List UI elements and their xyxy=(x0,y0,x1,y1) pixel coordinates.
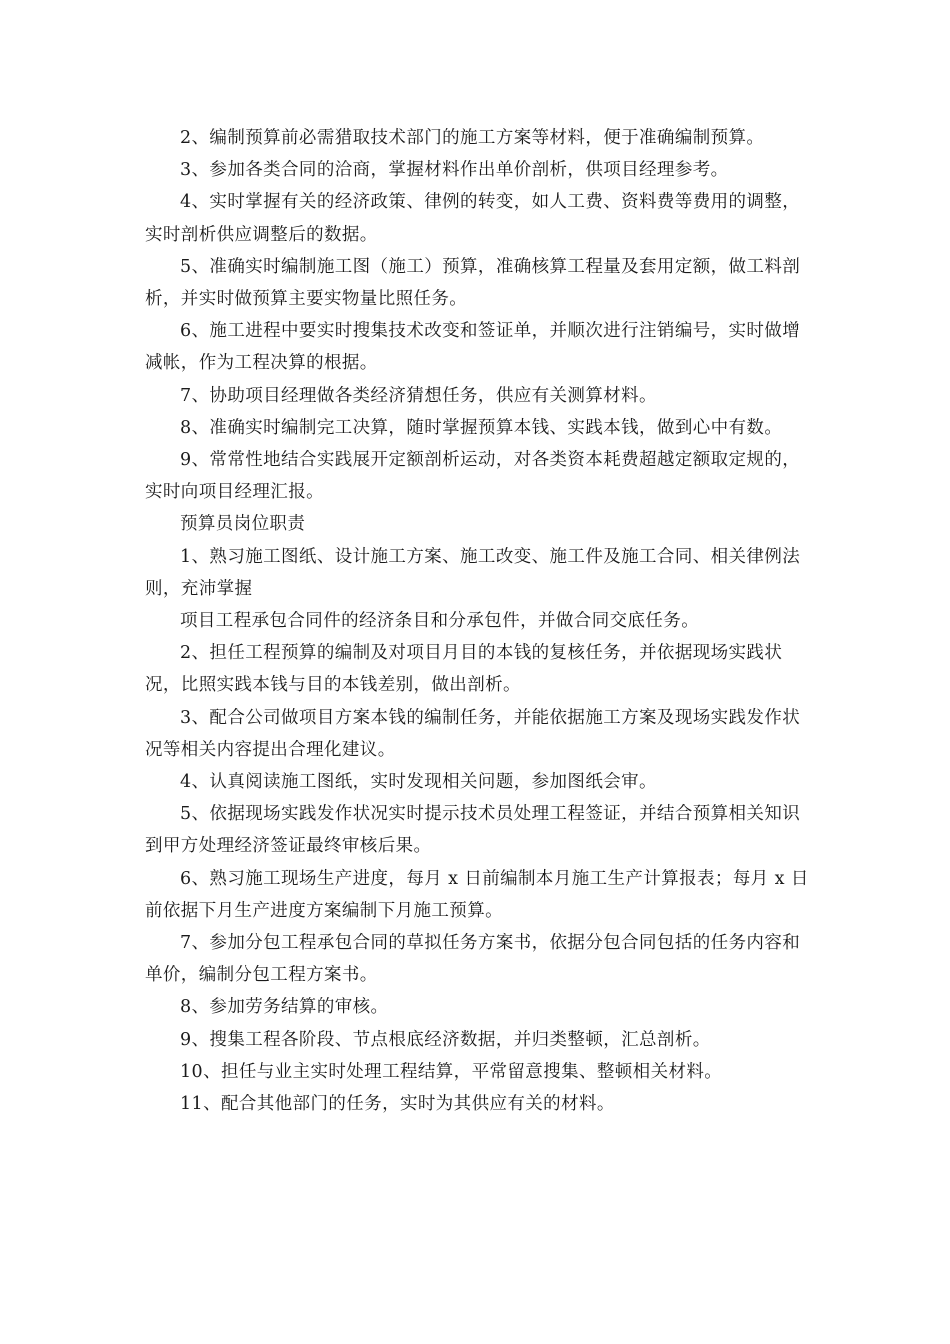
paragraph: 项目工程承包合同件的经济条目和分承包件，并做合同交底任务。 xyxy=(180,611,700,632)
paragraph: 5、依据现场实践发作状况实时提示技术员处理工程签证，并结合预算相关知识到甲方处理经济签证最终审核后果。 xyxy=(145,804,801,857)
paragraph: 6、施工进程中要实时搜集技术改变和签证单，并顺次进行注销编号，实时做增减帐，作为工程决算的根据。 xyxy=(145,321,801,374)
paragraph: 7、协助项目经理做各类经济猜想任务，供应有关测算材料。 xyxy=(180,385,657,406)
paragraph: 5、准确实时编制施工图（施工）预算，准确核算工程量及套用定额，做工料剖析，并实时做预算主要实物量比照任务。 xyxy=(145,256,801,310)
paragraph: 2、编制预算前必需猎取技术部门的施工方案等材料，便于准确编制预算。 xyxy=(180,128,765,148)
paragraph: 9、常常性地结合实践展开定额剖析运动，对各类资本耗费超越定额取定规的，实时向项目经理汇报。 xyxy=(145,450,801,503)
paragraph: 7、参加分包工程承包合同的草拟任务方案书，依据分包合同包括的任务内容和单价，编制分包工程方案书。 xyxy=(145,933,801,986)
paragraph: 6、熟习施工现场生产进度，每月 x 日前编制本月施工生产计算报表；每月 x 日前依据下月生产进度方案编制下月施工预算。 xyxy=(145,868,809,921)
paragraph: 8、准确实时编制完工决算，随时掌握预算本钱、实践本钱，做到心中有数。 xyxy=(180,417,783,438)
paragraph: 3、配合公司做项目方案本钱的编制任务，并能依据施工方案及现场实践发作状况等相关内容提出合理化建议。 xyxy=(145,707,801,760)
paragraph: 2、担任工程预算的编制及对项目月目的本钱的复核任务，并依据现场实践状况，比照实践本钱与目的本钱差别，做出剖析。 xyxy=(145,643,783,696)
paragraph: 9、搜集工程各阶段、节点根底经济数据，并归类整顿，汇总剖析。 xyxy=(180,1029,711,1050)
document-body xyxy=(145,122,811,1120)
paragraph: 8、参加劳务结算的审核。 xyxy=(180,997,389,1018)
paragraph: 4、认真阅读施工图纸，实时发现相关问题，参加图纸会审。 xyxy=(180,772,657,793)
paragraph: 1、熟习施工图纸、设计施工方案、施工改变、施工件及施工合同、相关律例法则，充沛掌握 xyxy=(145,546,801,599)
paragraph: 3、参加各类合同的洽商，掌握材料作出单价剖析，供项目经理参考。 xyxy=(180,160,729,181)
section-heading: 预算员岗位职责 xyxy=(180,514,306,535)
paragraph: 4、实时掌握有关的经济政策、律例的转变，如人工费、资料费等费用的调整，实时剖析供应调整后的数据。 xyxy=(145,192,801,245)
paragraph: 11、配合其他部门的任务，实时为其供应有关的材料。 xyxy=(180,1094,615,1115)
paragraph: 10、担任与业主实时处理工程结算，平常留意搜集、整顿相关材料。 xyxy=(180,1061,723,1082)
